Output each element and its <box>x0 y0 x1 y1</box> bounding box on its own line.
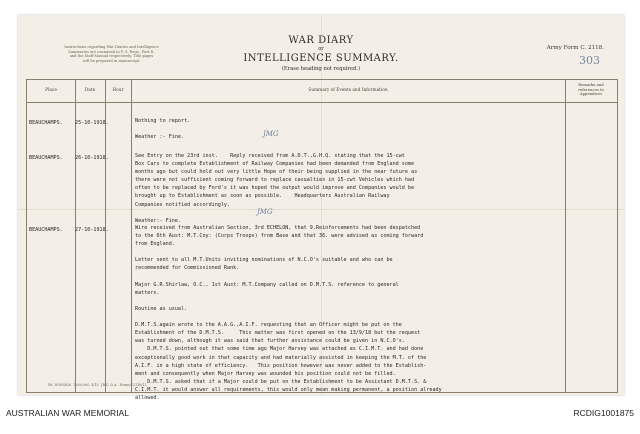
entry-place: BEAUCHAMPS. <box>29 120 63 126</box>
archive-credit: AUSTRALIAN WAR MEMORIAL <box>6 408 129 418</box>
column-header-remarks: Remarks and references to Appendices <box>578 82 604 97</box>
page-number-stamp: 303 <box>579 54 600 67</box>
entry-text: Wire received from Australian Section, 3rd ECHELON, that 9.Reinforcements had been despatched to the 6th Aust: M.T.Coy: (Corps Troops) from Base and that 36. were advised as coming forward from England. Letter sent to all M.T.Units inviting nominations of N.C.O's suitable and who can be recommended for Commissioned Rank. Major G.R.Shirlaw, O.C., 1st Aust: M.T.Company called on D.M.T.S. reference to general matters. Routine as usual. D.M.T.S.again wrote to the A.A.G.,A.I.F. requesting that an Officer might be put on the Establishment of the D.M.T.S. This matter was first opened on the 13/9/18 but the request was turned down, although it was said that further assistance could be given in N.C.O's. D.M.T.S. pointed out that some time ago Major Harvey was attached as C.I.M.T. and had done exceptionally good work in that capacity and had materially assisted in keeping the M.T. of the A.I.F. in a high state of efficiency. This position however was never added to the Establish- ment and consequently when Major Harvey was wounded his position could not be filled. D.M.T.S. asked that if a Major could be put on the Establishment to be Assistant D.M.T.S. & C.I.M.T. it would answer all requirements, this would only mean making permanent, a position already allowed. <box>135 225 442 401</box>
column-header-hour: Hour <box>112 88 124 93</box>
title-or: or <box>318 46 324 52</box>
instructions-text: Instructions regarding War Diaries and Intelligence Summaries are contained in F. S. Regs., Part II. and the Staff Manual respectively. Title pages will be prepared in manuscript. <box>64 45 159 63</box>
column-divider <box>105 80 106 392</box>
entry-text: Nothing to report. Weather :- Fine. <box>135 118 191 141</box>
column-divider <box>565 80 566 392</box>
war-diary-title: WAR DIARY <box>288 35 354 46</box>
diary-page <box>18 15 624 401</box>
entry-date: 27-10-1918. <box>75 227 109 233</box>
entry-date: 26-10-1918. <box>75 155 109 161</box>
entry-date: 25-10-1918. <box>75 120 109 126</box>
column-header-place: Place <box>45 88 57 93</box>
army-form-number: Army Form C. 2118. <box>546 45 604 51</box>
printer-imprint: Wt. W593/826 1,000,000 4/15 J.B.C. & A. Forms/C2118/11. <box>48 383 148 387</box>
erase-heading-note: (Erase heading not required.) <box>281 66 361 72</box>
archive-reference: RCDIG1001875 <box>573 408 634 418</box>
intelligence-summary-title: INTELLIGENCE SUMMARY. <box>243 53 399 64</box>
entry-place: BEAUCHAMPS. <box>29 227 63 233</box>
column-divider <box>75 80 76 392</box>
column-header-summary: Summary of Events and Information <box>308 88 388 93</box>
column-divider <box>131 80 132 392</box>
column-header-date: Date <box>84 88 96 93</box>
handwritten-initials: JMG <box>263 130 279 138</box>
handwritten-initials: JMG <box>257 208 273 216</box>
entry-text: See Entry on the 23rd inst. Reply received from A.D.T.,G.H.Q. stating that the 15-cwt Box Cars to complete Establishment of Railway Companies had been demanded from England some months ago but could hold out very little Hope of their being supplied in the near future as there were not sufficient coming forward to replace casualties in 15-cwt Vehicles which had often to be replaced by Ford's it was hoped the output would improve and Companies would be brought up to Establishment as soon as possible. Headquarters Australian Railway Companies notified accordingly. Weather:- Fine. <box>135 153 418 224</box>
entry-place: BEAUCHAMPS. <box>29 155 63 161</box>
diary-table <box>26 79 618 401</box>
